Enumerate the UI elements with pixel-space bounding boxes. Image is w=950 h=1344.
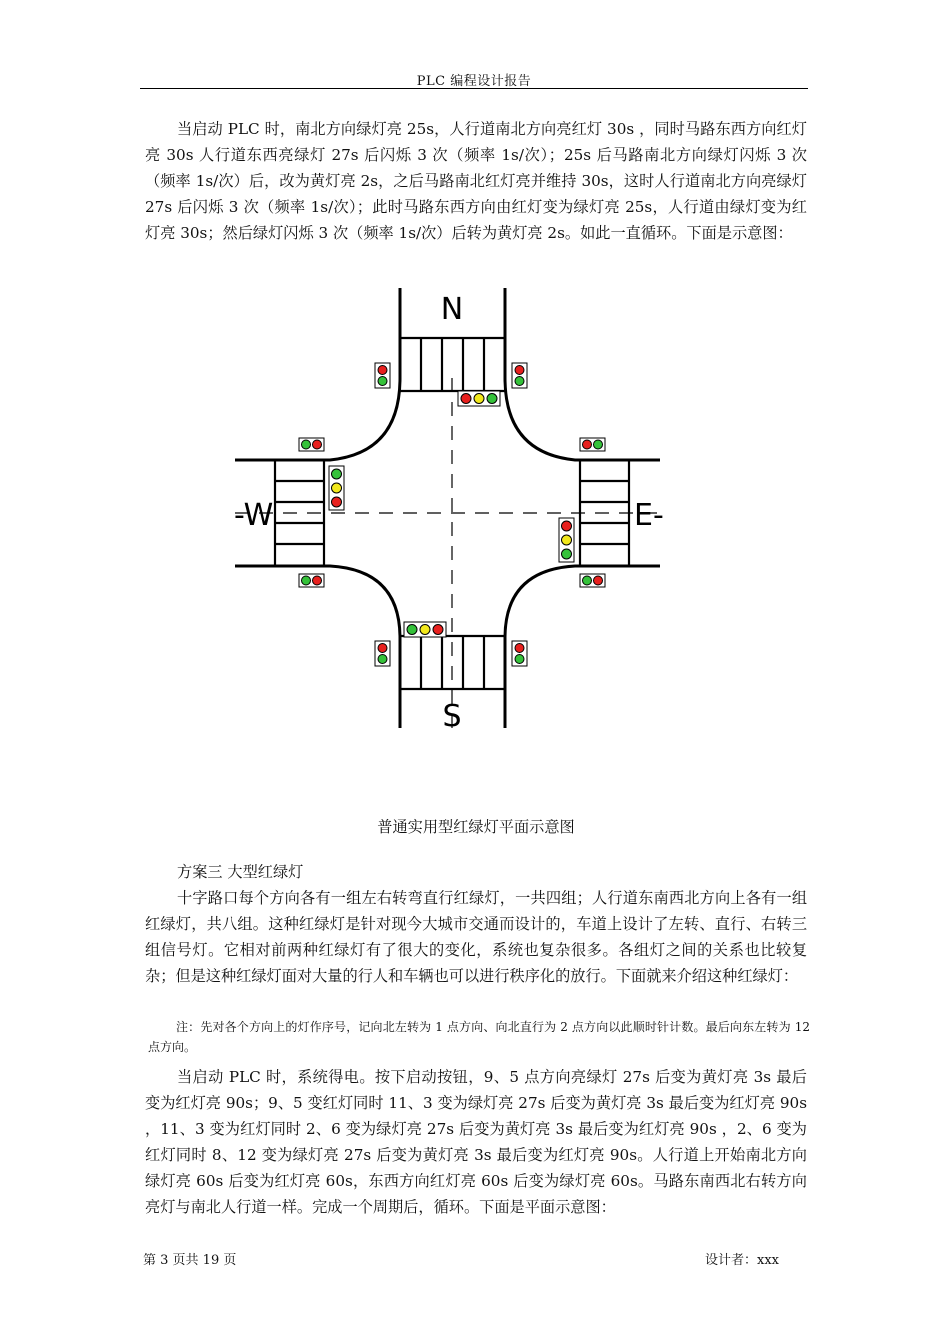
vehicle-light-south [404, 622, 446, 637]
page-header: PLC 编程设计报告 [416, 74, 532, 89]
vehicle-light-north [458, 391, 500, 406]
intersection-diagram [230, 283, 665, 733]
ped-light-n-left [375, 363, 390, 388]
page-number: 第 3 页共 19 页 [143, 1253, 237, 1268]
center-lines [235, 378, 660, 728]
intro-paragraph: 当启动 PLC 时，南北方向绿灯亮 25s，人行道南北方向亮红灯 30s ，同时马路东西方向红灯亮 30s 人行道东西亮绿灯 27s 后闪烁 3 次（频率 1s/次）；25s 后马路南北方向绿灯闪烁 3 次（频率 1s/次）后，改为黄灯亮 2s，之后马路南北红灯亮并维持 30s，这时人行道南北方向亮绿灯 27s 后闪烁 3 次（频率 1s/次）；此时马路东西方向由红灯变为绿灯亮 25s，人行道由绿灯变为红灯亮 30s；然后绿灯闪烁 3 次（频率 1s/次）后转为黄灯亮 2s。如此一直循环。下面是示意图： [145, 120, 807, 242]
north-label: N [440, 292, 464, 327]
section-title: 方案三 大型红绿灯 [177, 863, 304, 881]
header-divider [140, 88, 808, 89]
vehicle-light-west [329, 466, 344, 510]
ped-light-s-left [375, 641, 390, 666]
east-label: E- [634, 498, 664, 533]
ped-light-w-top [299, 438, 324, 451]
road-edges [235, 288, 660, 728]
ped-light-n-right [512, 363, 527, 388]
operation-paragraph: 当启动 PLC 时，系统得电。按下启动按钮，9、5 点方向亮绿灯 27s 后变为黄灯亮 3s 最后变为红灯亮 90s；9、5 变红灯同时 11、3 变为绿灯亮 27s 后变为黄灯亮 3s 最后变为红灯亮 90s ，11、3 变为红灯同时 2、6 变为绿灯亮 27s 后变为黄灯亮 3s 最后变为红灯亮 90s ，2、6 变为红灯同时 8、12 变为绿灯亮 27s 后变为黄灯亮 3s 最后变为红灯亮 90s。人行道上开始南北方向绿灯亮 60s 后变为红灯亮 60s，东西方向红灯亮 60s 后变为绿灯亮 60s。马路东南西北右转方向亮灯与南北人行道一样。完成一个周期后，循环。下面是平面示意图： [145, 1068, 807, 1216]
section3-paragraph: 十字路口每个方向各有一组左右转弯直行红绿灯，一共四组；人行道东南西北方向上各有一组红绿灯，共八组。这种红绿灯是针对现今大城市交通而设计的，车道上设计了左转、直行、右转三组信号灯。它相对前两种红绿灯有了很大的变化，系统也复杂很多。各组灯之间的关系也比较复杂；但是这种红绿灯面对大量的行人和车辆也可以进行秩序化的放行。下面就来介绍这种红绿灯： [145, 889, 807, 985]
west-label: -W [234, 498, 274, 533]
vehicle-light-east [559, 518, 574, 562]
designer-credit: 设计者：xxx [705, 1253, 779, 1268]
diagram-caption: 普通实用型红绿灯平面示意图 [377, 818, 575, 836]
ped-light-e-bottom [580, 574, 605, 587]
south-label: S [442, 699, 462, 733]
note-text: 注：先对各个方向上的灯作序号，记向北左转为 1 点方向、向北直行为 2 点方向以此顺时针计数。最后向东左转为 12 点方向。 [148, 1020, 810, 1054]
ped-light-s-right [512, 641, 527, 666]
ped-light-e-top [580, 438, 605, 451]
ped-light-w-bottom [299, 574, 324, 587]
